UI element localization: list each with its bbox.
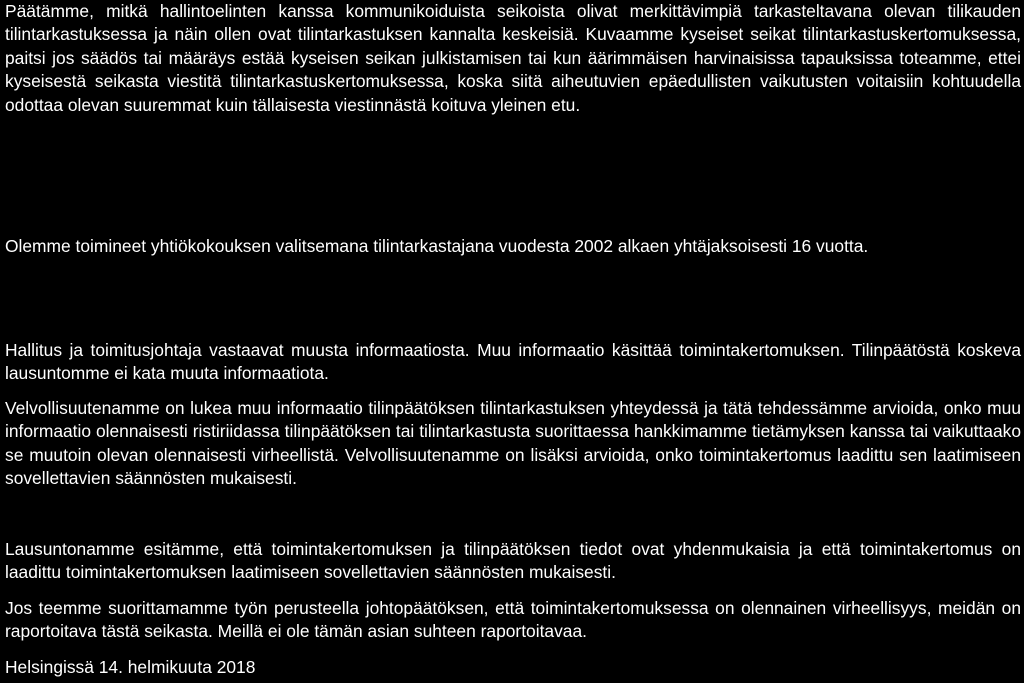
paragraph-reporting: Jos teemme suorittamamme työn perusteella johtopäätöksen, että toimintakertomuksessa on olennainen virheellisyys, meidän on raportoitava tästä seikasta. Meillä ei ole tämän asian suhteen raportoitavaa.	[5, 598, 1021, 642]
paragraph-auditor-responsibility: Velvollisuutenamme on lukea muu informaatio tilinpäätöksen tilintarkastuksen yhteydessä ja tätä tehdessämme arvioida, onko muu informaatio olennaisesti ristiriidassa tilinpäätöksen tai tilintarkastusta suorittaessa hankkimamme tietämyksen kanssa tai vaikuttaako se muutoin olevan olennaisesti virheellistä. Velvollisuutenamme on lisäksi arvioida, onko toimintakertomus laadittu sen laatimiseen sovellettavien säännösten mukaisesti.	[5, 398, 1021, 489]
paragraph-key-audit-matters: Päätämme, mitkä hallintoelinten kanssa kommunikoiduista seikoista olivat merkittävimpiä tarkasteltavana olevan tilikauden tilintarkastuksessa ja näin ollen ovat tilintarkastuksen kannalta keskeisiä. Kuvaamme kyseiset seikat tilintarkastuskertomuksessa, paitsi jos säädös tai määräys estää kyseisen seikan julkistamisen tai kun äärimmäisen harvinaisissa tapauksissa toteamme, ettei kyseisestä seikasta viestitä tilintarkastuskertomuksessa, koska siitä aiheutuvien epäedullisten vaikutusten voitaisiin kohtuudella odottaa olevan suuremmat kuin tällaisesta viestinnästä koituva yleinen etu.	[5, 1, 1021, 115]
paragraph-opinion: Lausuntonamme esitämme, että toimintakertomuksen ja tilinpäätöksen tiedot ovat yhdenmukaisia ja että toimintakertomus on laadittu toimintakertomuksen laatimiseen sovellettavien säännösten mukaisesti.	[5, 539, 1021, 583]
place-and-date: Helsingissä 14. helmikuuta 2018	[5, 657, 256, 677]
paragraph-auditor-tenure: Olemme toimineet yhtiökokouksen valitsemana tilintarkastajana vuodesta 2002 alkaen yhtäjaksoisesti 16 vuotta.	[5, 236, 869, 256]
paragraph-other-information: Hallitus ja toimitusjohtaja vastaavat muusta informaatiosta. Muu informaatio käsittää toimintakertomuksen. Tilinpäätöstä koskeva lausuntomme ei kata muuta informaatiota.	[5, 340, 1021, 384]
